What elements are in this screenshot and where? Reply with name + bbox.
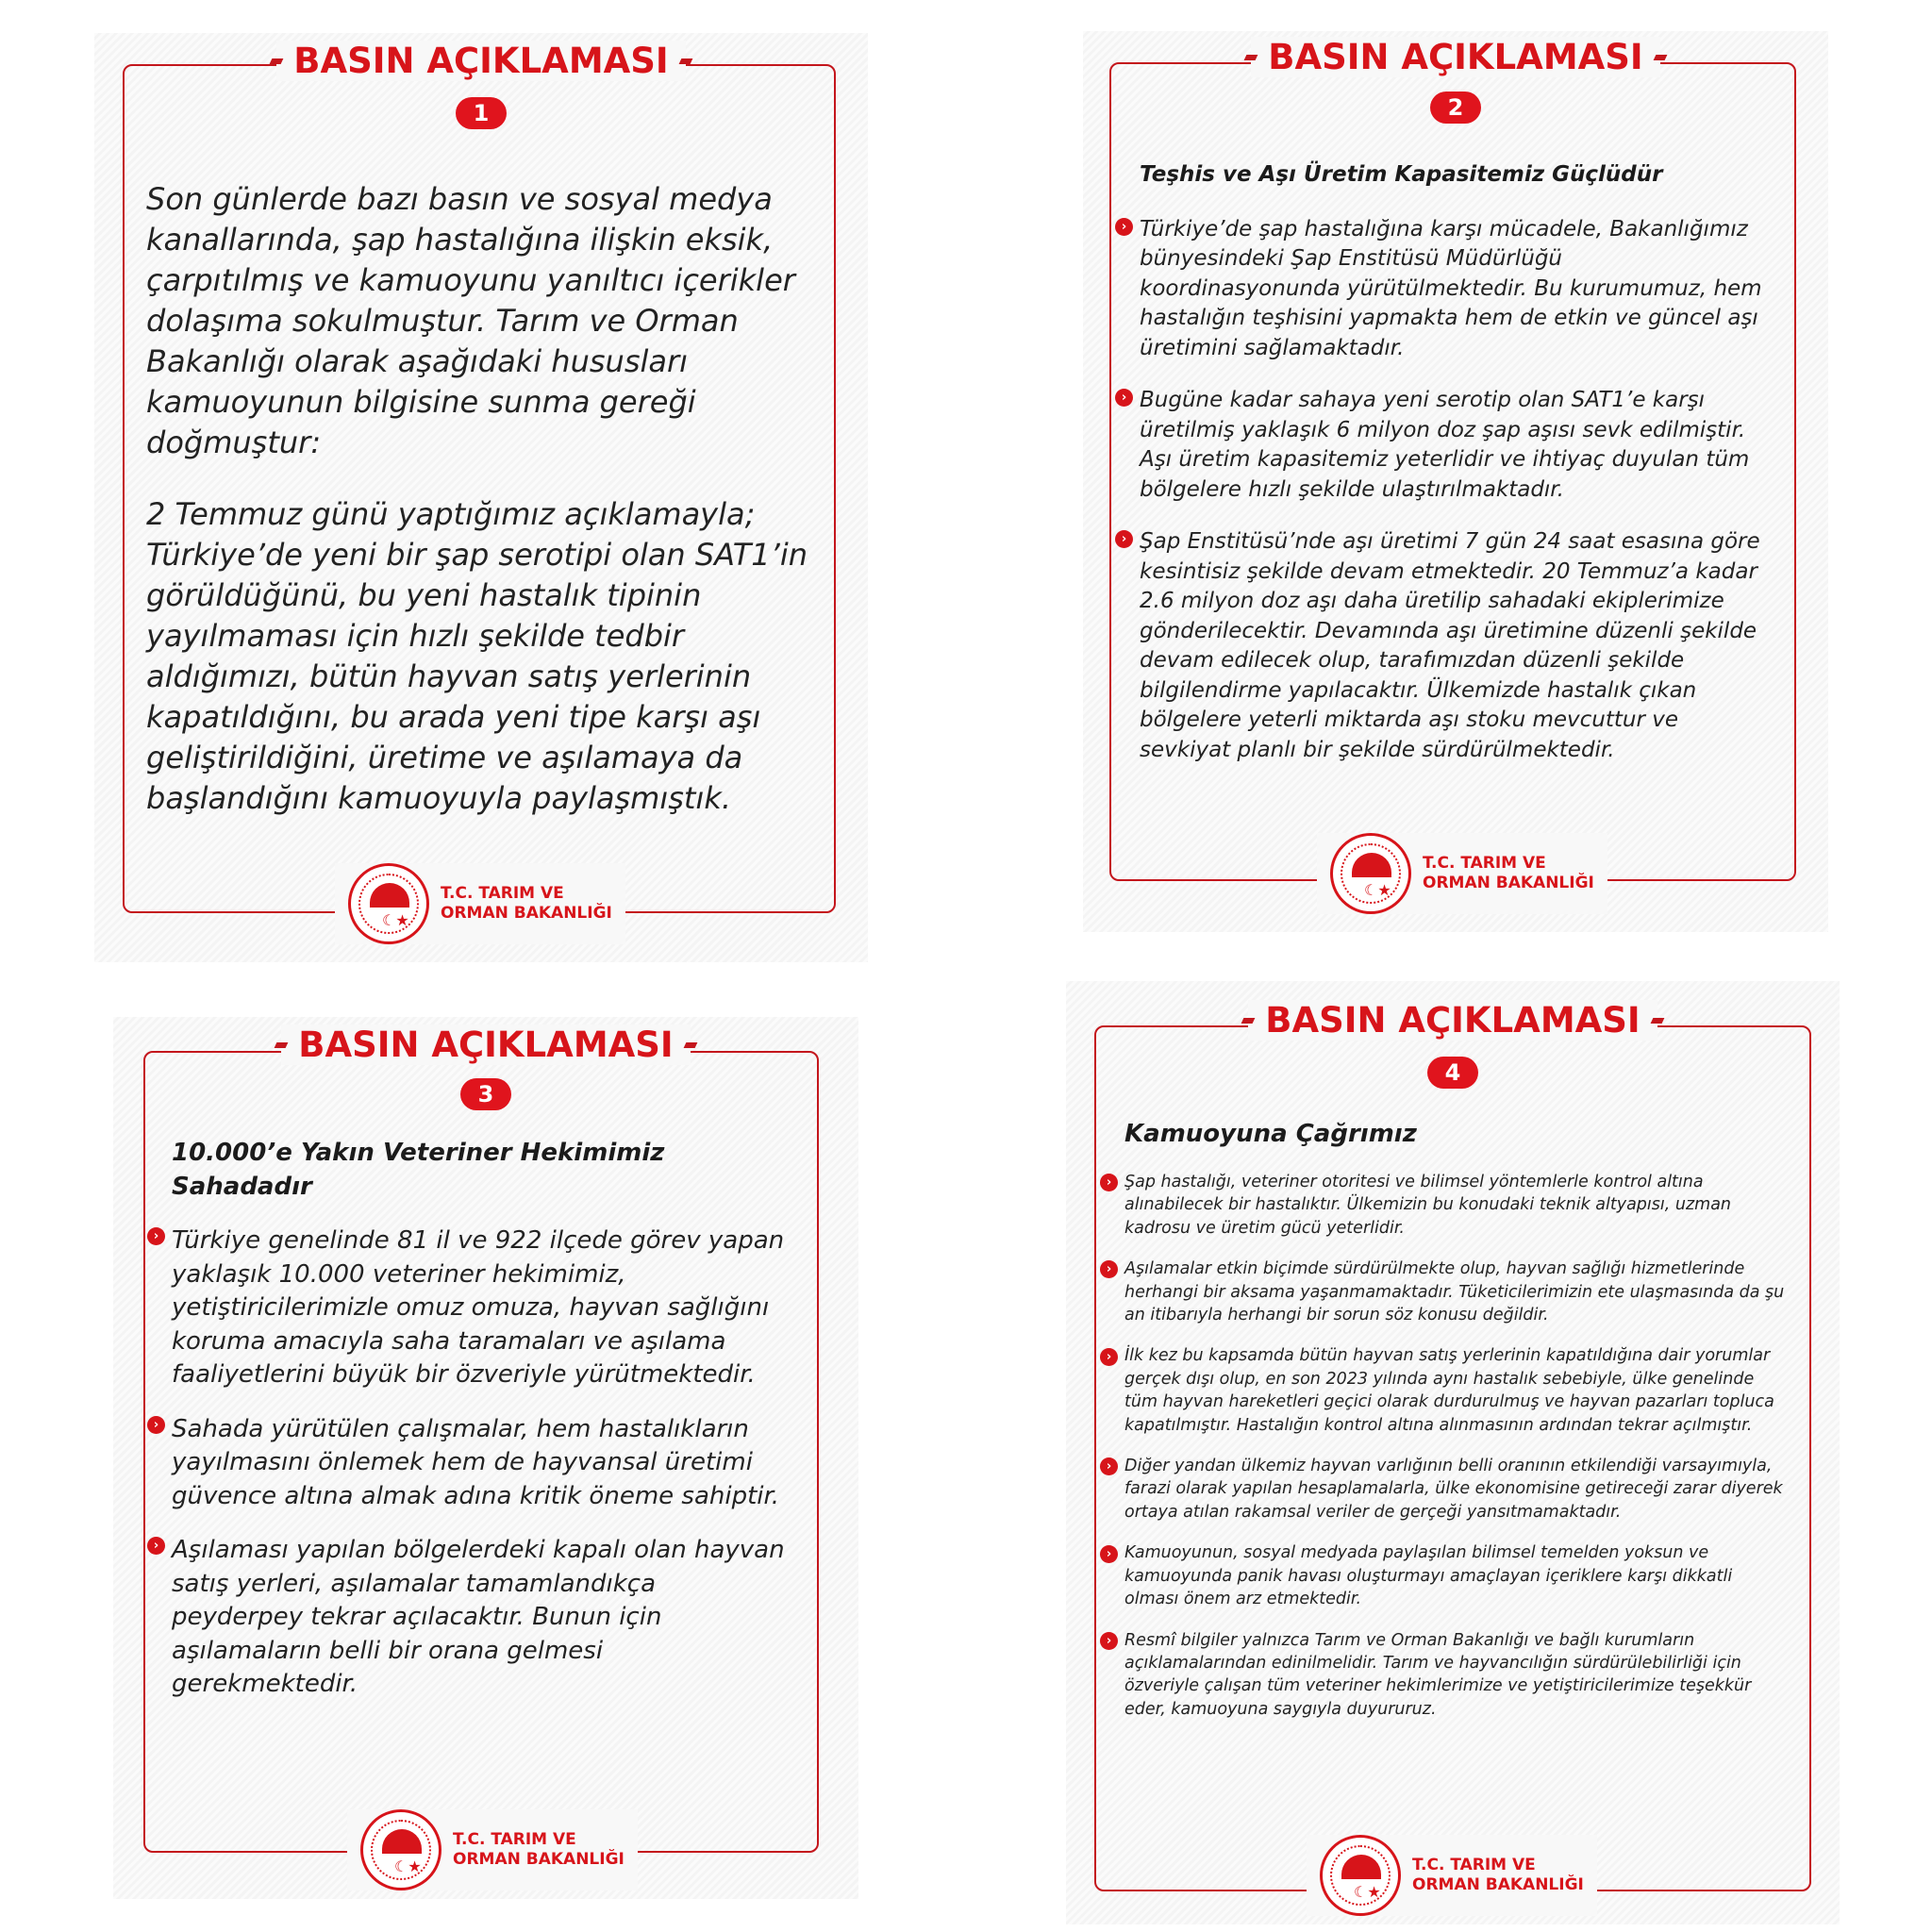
bullet-item: › Sahada yürütülen çalışmalar, hem hastalıkların yayılmasını önlemek hem de hayvansal üretimi güvence altına almak adına kritik öneme sahiptir. <box>172 1413 785 1514</box>
card-title: BASIN AÇIKLAMASI <box>281 1024 690 1065</box>
card-number-badge: 2 <box>1430 92 1481 124</box>
chevron-right-icon <box>1100 1348 1118 1366</box>
bullet-item: › Aşılaması yapılan bölgelerdeki kapalı olan hayvan satış yerleri, aşılamalar tamamlandıkça peyderpey tekrar açılacaktır. Bunun için aşılamaların belli bir orana gelmesi gerekmektedir. <box>172 1534 785 1702</box>
org-name-line2: ORMAN BAKANLIĞI <box>1423 874 1594 892</box>
bullet-item: › Türkiye’de şap hastalığına karşı mücadele, Bakanlığımız bünyesindeki Şap Enstitüsü Müdürlüğü koordinasyonunda yürütülmektedir. Bu kurumumuz, hem hastalığın teşhisini yapmakta hem de etkin ve güncel aşı üretimini sağlamaktadır. <box>1140 215 1762 364</box>
card-number-badge: 3 <box>460 1078 511 1110</box>
press-release-card-3 <box>113 1017 858 1899</box>
card-title: BASIN AÇIKLAMASI <box>1251 37 1659 77</box>
bullet-item: › Diğer yandan ülkemiz hayvan varlığının belli oranının etkilendiği varsayımıyla, farazi olarak yapılan hesaplamalarla, ülke ekonomisine getireceği zarar diyerek ortaya atılan rakamsal veriler de gerçeği yansıtmamaktadır. <box>1124 1455 1785 1524</box>
org-name-line1: T.C. TARIM VE <box>1423 854 1546 873</box>
ministry-logo <box>335 863 625 944</box>
card-number-badge: 1 <box>456 97 507 129</box>
bullet-item: › Bugüne kadar sahaya yeni serotip olan SAT1’e karşı üretilmiş yaklaşık 6 milyon doz şap aşısı sevk edilmiştir. Aşı üretim kapasitemiz yeterlidir ve ihtiyaç duyulan tüm bölgelere hızlı şekilde ulaştırılmaktadır. <box>1140 386 1762 505</box>
ministry-seal-icon: ☾★ <box>1330 833 1411 914</box>
section-heading: Kamuoyuna Çağrımız <box>1124 1120 1417 1148</box>
card-title: BASIN AÇIKLAMASI <box>1248 1000 1657 1041</box>
org-name-line2: ORMAN BAKANLIĞI <box>453 1850 625 1869</box>
chevron-right-icon <box>1115 218 1133 236</box>
org-name-line1: T.C. TARIM VE <box>1412 1856 1536 1874</box>
ministry-logo <box>1307 1835 1597 1916</box>
org-name-line1: T.C. TARIM VE <box>453 1830 576 1849</box>
paragraph: 2 Temmuz günü yaptığımız açıklamayla; Türkiye’de yeni bir şap serotipi olan SAT1’in görüldüğünü, bu yeni hastalık tipinin yayılmaması için hızlı şekilde tedbir aldığımızı, bütün hayvan satış yerlerinin kapatıldığını, bu arada yeni tipe karşı aşı geliştirildiğini, üretime ve aşılamaya da başlandığını kamuoyuyla paylaşmıştık. <box>146 496 808 816</box>
bullet-item: › Resmî bilgiler yalnızca Tarım ve Orman Bakanlığı ve bağlı kurumların açıklamalarından edinilmelidir. Tarım ve hayvancılığın sürdürülebilirliği için özveriyle çalışan tüm veteriner hekimlerimize ve yetiştiricilerimize teşekkür eder, kamuoyuna saygıyla duyururuz. <box>1124 1629 1785 1722</box>
card-number-badge: 4 <box>1427 1057 1478 1089</box>
org-name-line2: ORMAN BAKANLIĞI <box>1412 1875 1584 1894</box>
ministry-logo <box>1317 833 1607 914</box>
bullet-item: › Şap hastalığı, veteriner otoritesi ve bilimsel yöntemlerle kontrol altına alınabilecek bir hastalıktır. Ülkemizin bu konudaki teknik altyapısı, uzman kadrosu ve üretim gücü yeterlidir. <box>1124 1171 1785 1240</box>
org-name-line1: T.C. TARIM VE <box>441 884 564 903</box>
card-body <box>1140 160 1762 765</box>
bullet-item: › Kamuoyunun, sosyal medyada paylaşılan bilimsel temelden yoksun ve kamuoyunda panik havası oluşturmayı amaçlayan içeriklere karşı dikkatli olması önem arz etmektedir. <box>1124 1541 1785 1610</box>
org-name-line2: ORMAN BAKANLIĞI <box>441 904 612 923</box>
section-heading: 10.000’e Yakın Veteriner Hekimimiz Sahadadır <box>172 1139 665 1201</box>
paragraph: Son günlerde bazı basın ve sosyal medya kanallarında, şap hastalığına ilişkin eksik, çarpıtılmış ve kamuoyunu yanıltıcı içerikler dolaşıma sokulmuştur. Tarım ve Orman Bakanlığı olarak aşağıdaki hususları kamuoyunun bilgisine sunma gereği doğmuştur: <box>146 181 795 460</box>
press-release-card-1 <box>94 33 868 962</box>
card-body <box>146 179 816 819</box>
chevron-right-icon <box>1100 1545 1118 1563</box>
bullet-item: › Şap Enstitüsü’nde aşı üretimi 7 gün 24 saat esasına göre kesintisiz şekilde devam etmektedir. 20 Temmuz’a kadar 2.6 milyon doz aşı daha üretilip sahadaki ekiplerimize gönderilecektir. Devamında aşı üretimine düzenli şekilde devam edilecek olup, tarafımızdan düzenli şekilde bilgilendirme yapılacaktır. Ülkemizde hastalık çıkan bölgelere yeterli miktarda aşı stoku mevcuttur ve sevkiyat planlı bir şekilde sürdürülmektedir. <box>1140 527 1762 765</box>
press-release-card-4 <box>1066 981 1840 1924</box>
card-title: BASIN AÇIKLAMASI <box>276 41 685 81</box>
card-body <box>172 1137 785 1702</box>
chevron-right-icon <box>147 1416 165 1434</box>
bullet-item: › İlk kez bu kapsamda bütün hayvan satış yerlerinin kapatıldığına dair yorumlar gerçek dışı olup, en son 2023 yılında aynı hastalık sebebiyle, ülke genelinde tüm hayvan hareketleri geçici olarak durdurulmuş ve hayvan pazarları topluca kapatılmıştır. Hastalığın kontrol altına alınmasının ardından tekrar açılmıştır. <box>1124 1344 1785 1437</box>
chevron-right-icon <box>1100 1632 1118 1650</box>
ministry-seal-icon: ☾★ <box>1320 1835 1401 1916</box>
press-release-card-2 <box>1083 31 1828 932</box>
ministry-seal-icon: ☾★ <box>348 863 429 944</box>
ministry-logo <box>347 1809 638 1890</box>
bullet-item: › Aşılamalar etkin biçimde sürdürülmekte olup, hayvan sağlığı hizmetlerinde herhangi bir aksama yaşanmamaktadır. Tüketicilerimizin ete ulaşmasında da şu an itibarıyla herhangi bir sorun söz konusu değildir. <box>1124 1257 1785 1326</box>
section-heading: Teşhis ve Aşı Üretim Kapasitemiz Güçlüdür <box>1140 162 1663 187</box>
ministry-seal-icon: ☾★ <box>360 1809 441 1890</box>
card-body <box>1124 1118 1785 1721</box>
bullet-item: › Türkiye genelinde 81 il ve 922 ilçede görev yapan yaklaşık 10.000 veteriner hekimimiz, yetiştiricilerimizle omuz omuza, hayvan sağlığını koruma amacıyla saha taramaları ve aşılama faaliyetlerini büyük bir özveriyle yürütmektedir. <box>172 1224 785 1392</box>
